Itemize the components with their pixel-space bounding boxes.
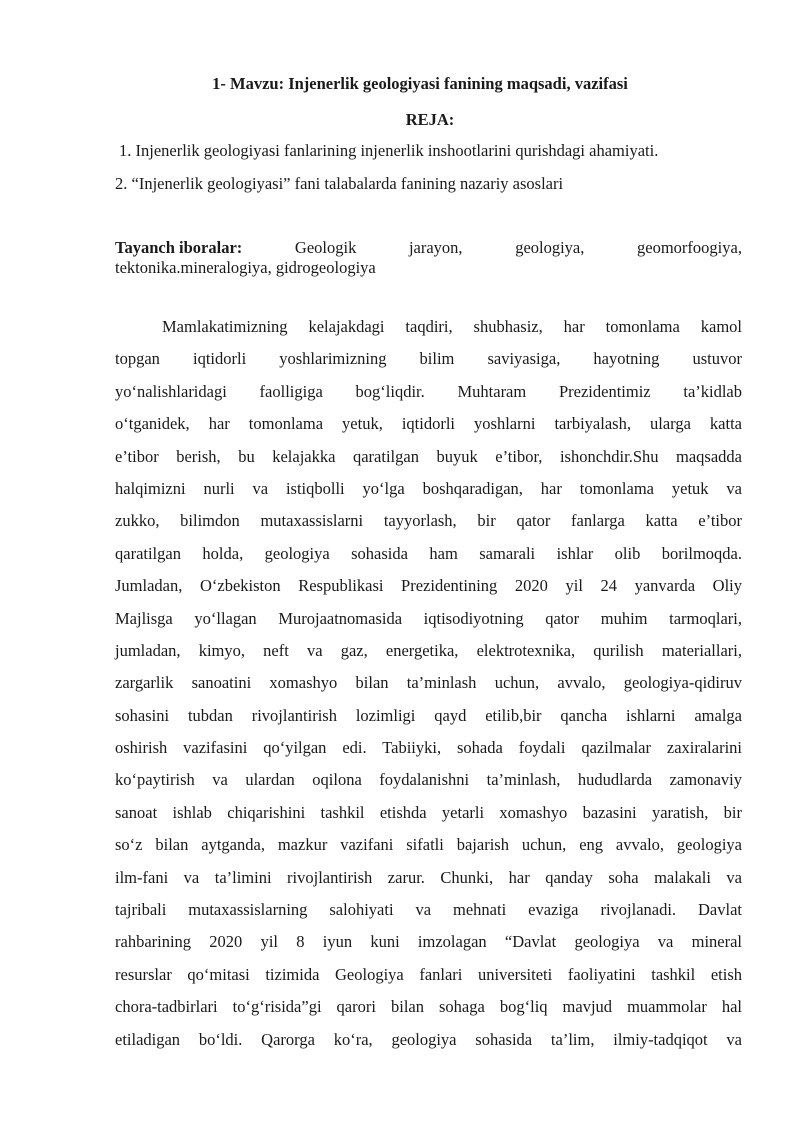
paragraph-line: topgan iqtidorli yoshlarimizning bilim saviyasiga, hayotning ustuvor: [115, 349, 742, 369]
plan-item-1: 1. Injenerlik geologiyasi fanlarining injenerlik inshootlarini qurishdagi ahamiyati.: [119, 141, 659, 160]
paragraph-line: Majlisga yo‘llagan Murojaatnomasida iqtisodiyotning qator muhim tarmoqlari,: [115, 608, 742, 628]
keyword: geomorfoogiya,: [637, 238, 742, 257]
paragraph-line: rahbarining 2020 yil 8 iyun kuni imzolagan “Davlat geologiya va mineral: [115, 932, 742, 952]
keywords-label: Tayanch iboralar:: [115, 238, 243, 257]
keyword: Geologik: [294, 238, 357, 257]
paragraph-line: resurslar qo‘mitasi tizimida Geologiya fanlari universiteti faoliyatini tashkil etish: [115, 964, 742, 984]
paragraph-line: zukko, bilimdon mutaxassislarni tayyorlash, bir qator fanlarga katta e’tibor: [115, 511, 742, 531]
document-title: 1- Mavzu: Injenerlik geologiyasi fanining maqsadi, vazifasi: [212, 74, 628, 93]
paragraph-line: o‘tganidek, har tomonlama yetuk, iqtidorli yoshlarni tarbiyalash, ularga katta: [115, 414, 742, 434]
keywords-line-2: tektonika.mineralogiya, gidrogeologiya: [115, 258, 376, 277]
plan-heading: REJA:: [405, 110, 455, 129]
paragraph-line: so‘z bilan aytganda, mazkur vazifani sifatli bajarish uchun, eng avvalo, geologiya: [115, 835, 742, 855]
paragraph-line: e’tibor berish, bu kelajakka qaratilgan buyuk e’tibor, ishonchdir.Shu maqsadda: [115, 446, 742, 466]
body-paragraph: [115, 311, 742, 1056]
paragraph-line: oshirish vazifasini qo‘yilgan edi. Tabiiyki, sohada foydali qazilmalar zaxiralarini: [115, 738, 742, 758]
paragraph-line: sohasini tubdan rivojlantirish lozimligi qayd etilib,bir qancha ishlarni amalga: [115, 705, 742, 725]
keyword: geologiya,: [515, 238, 585, 257]
paragraph-line: ko‘paytirish va ulardan oqilona foydalanishni ta’minlash, hududlarda zamonaviy: [115, 770, 742, 790]
paragraph-line: ilm-fani va ta’limini rivojlantirish zarur. Chunki, har qanday soha malakali va: [115, 867, 742, 887]
plan-item-2: 2. “Injenerlik geologiyasi” fani talabalarda fanining nazariy asoslari: [115, 174, 564, 193]
paragraph-line: qaratilgan holda, geologiya sohasida ham samarali ishlar olib borilmoqda.: [115, 543, 742, 563]
keywords-block: [115, 238, 742, 278]
keyword: jarayon,: [408, 238, 463, 257]
paragraph-line: yo‘nalishlaridagi faolligiga bog‘liqdir. Muhtaram Prezidentimiz ta’kidlab: [115, 381, 742, 401]
paragraph-line: etiladigan bo‘ldi. Qarorga ko‘ra, geologiya sohasida ta’lim, ilmiy-tadqiqot va: [115, 1029, 742, 1049]
paragraph-line: sanoat ishlab chiqarishini tashkil etishda yetarli xomashyo bazasini yaratish, bir: [115, 802, 742, 822]
paragraph-line: Jumladan, O‘zbekiston Respublikasi Prezidentining 2020 yil 24 yanvarda Oliy: [115, 576, 742, 596]
paragraph-line: halqimizni nurli va istiqbolli yo‘lga boshqaradigan, har tomonlama yetuk va: [115, 478, 742, 498]
keywords-line-1: [115, 238, 742, 258]
paragraph-line: tajribali mutaxassislarning salohiyati va mehnati evaziga rivojlanadi. Davlat: [115, 900, 742, 920]
paragraph-line: chora-tadbirlari to‘g‘risida”gi qarori bilan sohaga bog‘liq mavjud muammolar hal: [115, 997, 742, 1017]
paragraph-line: jumladan, kimyo, neft va gaz, energetika, elektrotexnika, qurilish materiallari,: [115, 640, 742, 660]
paragraph-line: Mamlakatimizning kelajakdagi taqdiri, shubhasiz, har tomonlama kamol: [162, 317, 742, 336]
paragraph-line: zargarlik sanoatini xomashyo bilan ta’minlash uchun, avvalo, geologiya-qidiruv: [115, 673, 742, 693]
